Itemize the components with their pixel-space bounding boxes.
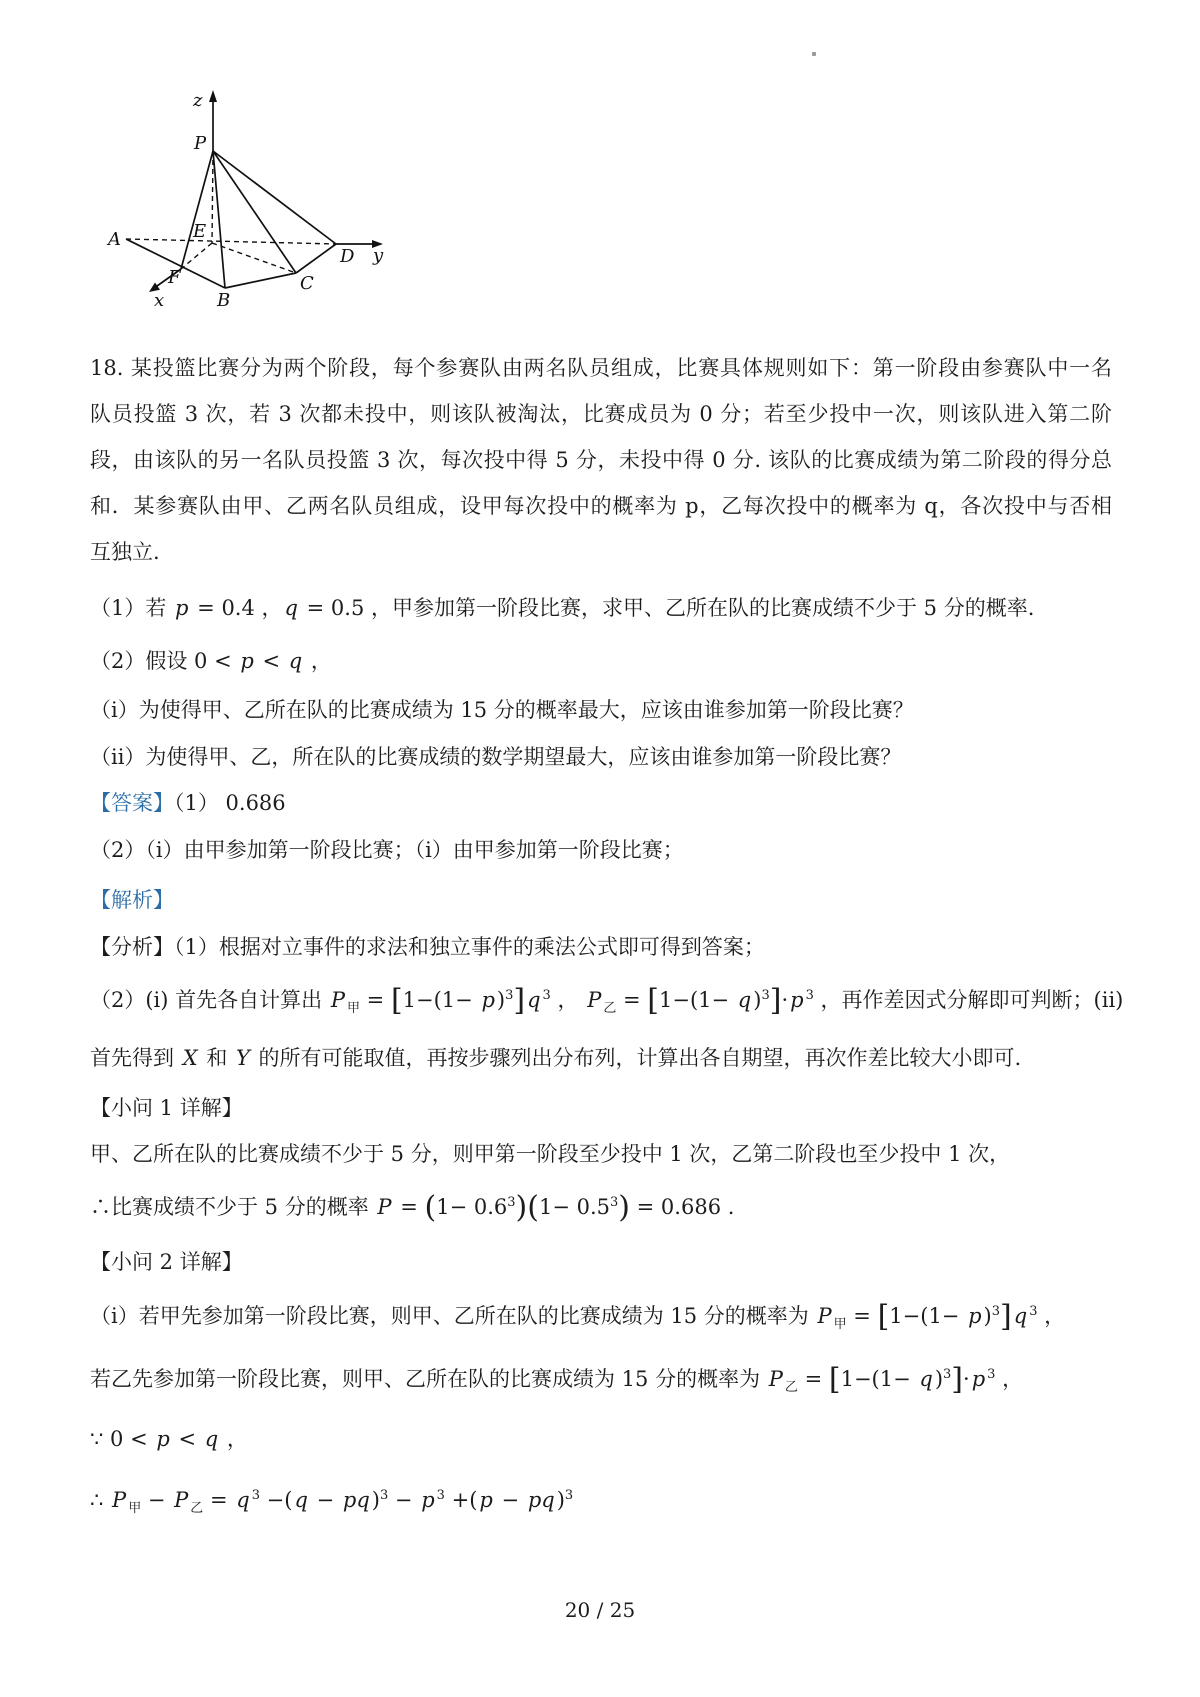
question-line: 和．某参赛队由甲、乙两名队员组成，设甲每次投中的概率为 p，乙每次投中的概率为 q，各次投中与否相	[90, 494, 1112, 518]
question-part2: （2）假设 0 < p < q ，	[90, 649, 332, 673]
axis-label-y: y	[373, 245, 384, 266]
answer-part1-value: （1） 0.686	[174, 791, 286, 815]
question-18-paragraph	[90, 345, 1112, 575]
solution2-header: 【小问 2 详解】	[90, 1250, 243, 1274]
page-content	[90, 85, 1124, 1535]
question-part2-ii: （ii）为使得甲、乙，所在队的比赛成绩的数学期望最大，应该由谁参加第一阶段比赛？	[90, 745, 902, 769]
solution2-difference-formula: ∴ P $_甲$ − P $_乙$ = q $^3$ −(q − pq)$^3$ − p $^3$ +(p − pq)$^3$	[90, 1488, 574, 1516]
vertex-label-b: B	[217, 290, 231, 311]
axis-label-x: x	[154, 290, 165, 311]
question-line: 互独立.	[90, 540, 160, 564]
pyramid-diagram	[96, 85, 396, 322]
vertex-label-c: C	[300, 273, 314, 294]
solution2-line-yi-formula: 若乙先参加第一阶段比赛，则甲、乙所在队的比赛成绩为 15 分的概率为 P $_乙 = [1-(1- q)^3]\cdot p$ $^3$ ，	[90, 1362, 1024, 1397]
question-part2-i: （i）为使得甲、乙所在队的比赛成绩为 15 分的概率最大，应该由谁参加第一阶段比赛？	[90, 698, 914, 722]
question-line: 队员投篮 3 次，若 3 次都未投中，则该队被淘汰，比赛成员为 0 分；若至少投中一次，则该队进入第二阶	[90, 402, 1112, 426]
figure-solid-lines	[126, 98, 374, 288]
answer-label: 【答案】	[90, 791, 174, 815]
vertex-label-e: E	[193, 221, 207, 242]
solution1-header: 【小问 1 详解】	[90, 1096, 243, 1120]
jiexi-section-label	[90, 874, 1112, 926]
axis-label-z: z	[193, 90, 203, 111]
page-number: 20 / 25	[564, 1598, 636, 1622]
vertex-label-p: P	[194, 133, 207, 154]
answer-line-2: （2）（i）由甲参加第一阶段比赛；（i）由甲参加第一阶段比赛；	[90, 838, 684, 862]
question-line: 段，由该队的另一名队员投篮 3 次，每次投中得 5 分，未投中得 0 分. 该队的比赛成绩为第二阶段的得分总	[90, 448, 1112, 472]
fenxi-label: 【分析】	[90, 935, 174, 959]
jiexi-label: 【解析】	[90, 888, 174, 912]
solution2-condition-formula: ∵ 0 < p < q ，	[90, 1427, 248, 1451]
vertex-label-f: F	[168, 267, 181, 288]
vertex-label-a: A	[108, 229, 121, 250]
solution1-line-2-formula: ∴比赛成绩不少于 5 分的概率 $P = (1- 0.6^3)(1- 0.5^3) = 0.686$ .	[90, 1190, 735, 1225]
vertex-label-d: D	[340, 246, 355, 267]
corner-mark	[812, 52, 816, 56]
fenxi-text: （1）根据对立事件的求法和独立事件的乘法公式即可得到答案；	[174, 935, 765, 959]
solution1-line-1: 甲、乙所在队的比赛成绩不少于 5 分，则甲第一阶段至少投中 1 次，乙第二阶段也至少投中 1 次，	[90, 1142, 1011, 1166]
fenxi-line-1	[90, 926, 1112, 969]
fenxi-line-3: 首先得到 X 和 Y 的所有可能取值，再按步骤列出分布列，计算出各自期望，再次作差比较大小即可.	[90, 1046, 1022, 1070]
geometry-figure	[90, 85, 1112, 325]
question-part1: （1）若 p = 0.4 ，q = 0.5 ，甲参加第一阶段比赛，求甲、乙所在队的比赛成绩不少于 5 分的概率.	[90, 596, 1035, 620]
fenxi-line-2-formula: （2）(i) 首先各自计算出 P $_甲 = [1-(1- p)^3]q$ $^3$ ， P $_乙 = [1-(1- q)^3]\cdot p$ $^3$ ，再作差因式分解即可判断；(ii)	[90, 983, 1124, 1018]
solution2-line-i-formula: （i）若甲先参加第一阶段比赛，则甲、乙所在队的比赛成绩为 15 分的概率为 P $_甲 = [1-(1- p)^3]q$ $^3$ ，	[90, 1299, 1066, 1334]
question-line: 18. 某投篮比赛分为两个阶段，每个参赛队由两名队员组成，比赛具体规则如下：第一阶段由参赛队中一名	[90, 356, 1112, 380]
answer-line-1	[90, 780, 1112, 827]
